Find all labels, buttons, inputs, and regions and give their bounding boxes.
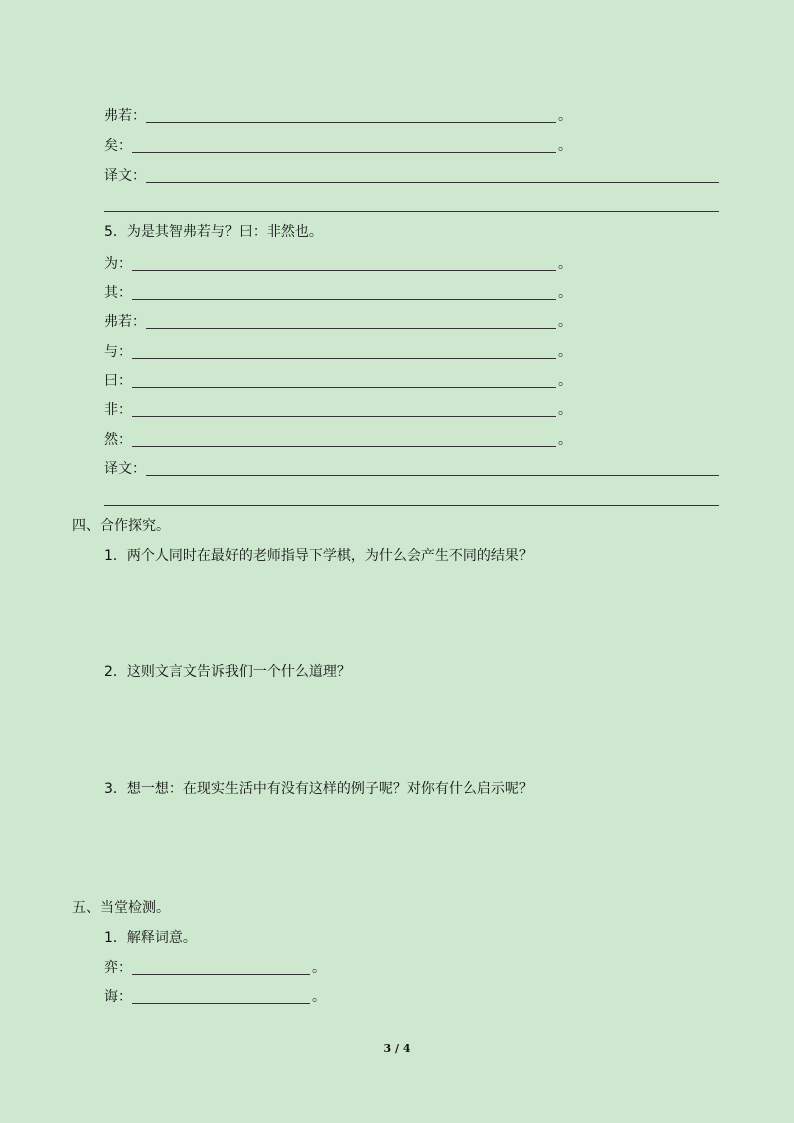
- fill-row-wei: [104, 252, 572, 274]
- answer-blank[interactable]: [132, 432, 556, 447]
- row-end: 。: [558, 108, 572, 124]
- row-label: 为：: [104, 256, 132, 272]
- row-end: 。: [312, 960, 326, 976]
- row-label: 弗若：: [104, 108, 146, 124]
- fill-row-yi: [104, 134, 572, 156]
- row-label: 译文：: [104, 168, 146, 184]
- page-number: 3 / 4: [383, 1042, 411, 1055]
- section-4-title: 四、合作探究。: [72, 518, 170, 534]
- fill-row-translation-1: [104, 164, 719, 186]
- row-label: 诲：: [104, 989, 132, 1005]
- fill-row-yue: [104, 369, 572, 391]
- row-label: 非：: [104, 402, 132, 418]
- row-label: 其：: [104, 285, 132, 301]
- fill-row-yu: [104, 340, 572, 362]
- row-label: 与：: [104, 344, 132, 360]
- row-end: 。: [558, 344, 572, 360]
- row-label: 矣：: [104, 138, 132, 154]
- row-end: 。: [558, 256, 572, 272]
- row-end: 。: [558, 402, 572, 418]
- row-label: 弈：: [104, 960, 132, 976]
- row-end: 。: [558, 373, 572, 389]
- row-end: 。: [558, 138, 572, 154]
- section-5-title: 五、当堂检测。: [72, 900, 170, 916]
- question-5: 5．为是其智弗若与？曰：非然也。: [104, 224, 323, 240]
- row-label: 弗若：: [104, 314, 146, 330]
- fill-row-yi-game: [104, 956, 326, 978]
- section-4-question-1: 1．两个人同时在最好的老师指导下学棋，为什么会产生不同的结果？: [104, 548, 533, 564]
- row-end: 。: [558, 285, 572, 301]
- answer-blank[interactable]: [132, 344, 556, 359]
- fill-row-qi: [104, 281, 572, 303]
- row-label: 译文：: [104, 461, 146, 477]
- answer-blank[interactable]: [146, 108, 556, 123]
- fill-row-ran: [104, 428, 572, 450]
- fill-row-hui: [104, 985, 326, 1007]
- row-end: 。: [558, 432, 572, 448]
- answer-blank[interactable]: [132, 256, 556, 271]
- answer-blank[interactable]: [132, 402, 556, 417]
- answer-blank[interactable]: [146, 168, 719, 183]
- row-label: 曰：: [104, 373, 132, 389]
- row-end: 。: [312, 989, 326, 1005]
- translation-continuation-line[interactable]: [104, 211, 719, 212]
- answer-blank[interactable]: [146, 461, 719, 476]
- section-5-question-1: 1．解释词意。: [104, 930, 197, 946]
- fill-row-fei: [104, 398, 572, 420]
- fill-row-translation-2: [104, 457, 719, 479]
- section-4-question-3: 3．想一想：在现实生活中有没有这样的例子呢？对你有什么启示呢？: [104, 781, 533, 797]
- answer-blank[interactable]: [146, 314, 556, 329]
- answer-blank[interactable]: [132, 989, 310, 1004]
- row-end: 。: [558, 314, 572, 330]
- fill-row-fu-ruo: [104, 104, 572, 126]
- answer-blank[interactable]: [132, 285, 556, 300]
- section-4-question-2: 2．这则文言文告诉我们一个什么道理？: [104, 664, 351, 680]
- fill-row-fu-ruo-2: [104, 310, 572, 332]
- answer-blank[interactable]: [132, 138, 556, 153]
- answer-blank[interactable]: [132, 960, 310, 975]
- translation-continuation-line[interactable]: [104, 505, 719, 506]
- answer-blank[interactable]: [132, 373, 556, 388]
- row-label: 然：: [104, 432, 132, 448]
